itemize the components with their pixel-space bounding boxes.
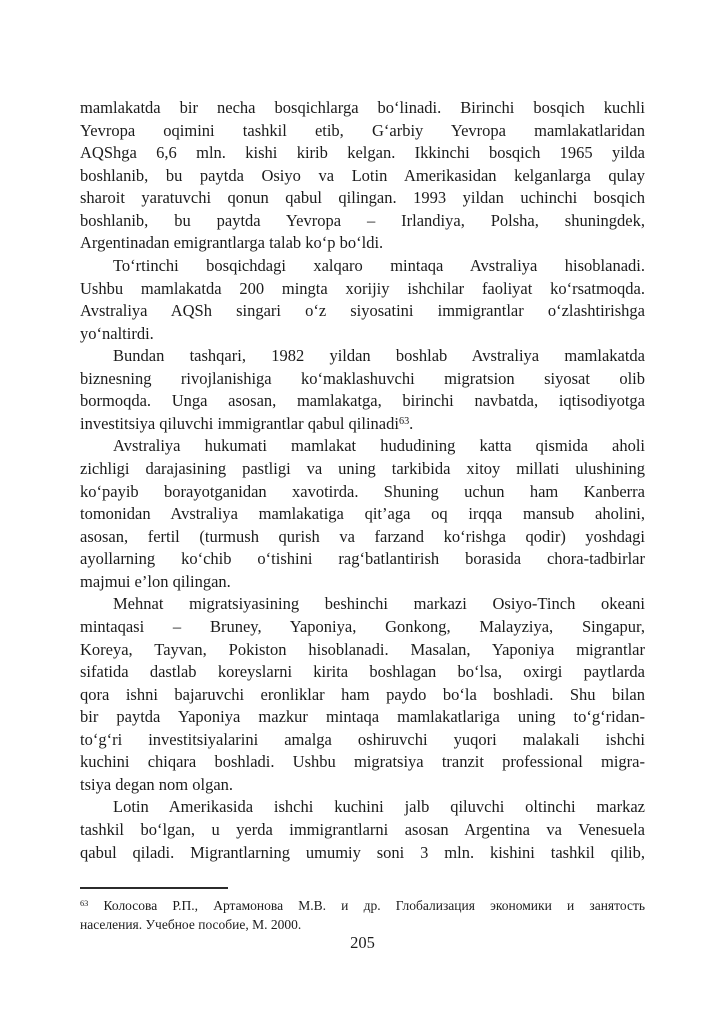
footnote-separator bbox=[80, 887, 228, 889]
text-line: zichligi darajasining pastligi va uning tarkibida xitoy millati ulushining bbox=[80, 459, 645, 478]
text-line: ayollarning koʻchib oʻtishini ragʻbatlantirish borasida chora-tadbirlar bbox=[80, 549, 645, 569]
paragraph bbox=[80, 593, 645, 796]
footnote-section bbox=[80, 887, 645, 934]
paragraph bbox=[80, 255, 645, 345]
text-line: tashkil boʻlgan, u yerda immigrantlarni asosan Argentina va Venesuela bbox=[80, 820, 645, 839]
footnote-line: населения. Учебное пособие, М. 2000. bbox=[80, 916, 302, 932]
text-line: bir paytda Yaponiya mazkur mintaqa mamlakatlariga uning toʻgʻridan- bbox=[80, 707, 645, 727]
footnote-text bbox=[80, 897, 645, 934]
text-line: AQShga 6,6 mln. kishi kirib kelgan. Ikkinchi bosqich 1965 yilda bbox=[80, 143, 645, 163]
text-line: Argentinadan emigrantlarga talab koʻp boʻldi. bbox=[80, 233, 384, 253]
text-line: qabul qiladi. Migrantlarning umumiy soni 3 mln. kishini tashkil qilib, bbox=[80, 842, 645, 862]
text-line: sifatida dastlab koreyslarni kirita boshlagan boʻlsa, oxirgi paytlarda bbox=[80, 662, 645, 682]
text-line: asosan, fertil (turmush qurish va farzand koʻrishga qodir) yoshdagi bbox=[80, 526, 645, 546]
text-line: Avstraliya hukumati mamlakat hududining katta qismida aholi bbox=[113, 436, 645, 456]
text-line: kuchini chiqara boshladi. Ushbu migratsiya tranzit professional migra- bbox=[80, 752, 645, 772]
text-line: mintaqasi – Bruney, Yaponiya, Gonkong, Malayziya, Singapur, bbox=[80, 616, 645, 636]
paragraph bbox=[80, 435, 645, 593]
footnote-line: $^{63}$ Колосова Р.П., Артамонова М.В. и др. Глобализация экономики и занятость bbox=[80, 898, 645, 913]
text-line: Avstraliya AQSh singari oʻz siyosatini immigrantlar oʻzlashtirishga bbox=[80, 301, 645, 321]
paragraph bbox=[80, 345, 645, 435]
text-line: koʻpayib borayotganidan xavotirda. Shuning uchun ham Kanberra bbox=[80, 481, 645, 501]
text-line: sharoit yaratuvchi qonun qabul qilingan. 1993 yildan uchinchi bosqich bbox=[80, 188, 645, 208]
paragraph bbox=[80, 796, 645, 864]
text-line: biznesning rivojlanishiga koʻmaklashuvchi migratsion siyosat olib bbox=[80, 368, 645, 388]
paragraph bbox=[80, 97, 645, 255]
text-line: yoʻnaltirdi. bbox=[80, 323, 154, 343]
text-line: boshlanib, bu paytda Yevropa – Irlandiya, Polsha, shuningdek, bbox=[80, 210, 645, 230]
text-line: Mehnat migratsiyasining beshinchi markazi Osiyo-Tinch okeani bbox=[113, 594, 645, 614]
text-line: Bundan tashqari, 1982 yildan boshlab Avstraliya mamlakatda bbox=[113, 346, 645, 366]
text-line: Koreya, Tayvan, Pokiston hisoblanadi. Masalan, Yaponiya migrantlar bbox=[80, 639, 645, 659]
text-line: Lotin Amerikasida ishchi kuchini jalb qiluvchi oltinchi markaz bbox=[113, 797, 645, 817]
text-line: boshlanib, bu paytda Osiyo va Lotin Amerikasidan kelganlarga qulay bbox=[80, 165, 645, 185]
text-line: Toʻrtinchi bosqichdagi xalqaro mintaqa Avstraliya hisoblanadi. bbox=[113, 255, 645, 275]
footnote-reference: 63 bbox=[80, 899, 89, 909]
text-line: investitsiya qiluvchi immigrantlar qabul qilinadi$^{63}$. bbox=[80, 413, 414, 433]
text-line: mamlakatda bir necha bosqichlarga boʻlinadi. Birinchi bosqich kuchli bbox=[80, 98, 645, 117]
body-text bbox=[80, 97, 645, 864]
text-line: bormoqda. Unga asosan, mamlakatga, birinchi navbatda, iqtisodiyotga bbox=[80, 391, 645, 411]
text-line: Yevropa oqimini tashkil etib, Gʻarbiy Yevropa mamlakatlaridan bbox=[80, 120, 645, 140]
text-line: majmui e’lon qilingan. bbox=[80, 571, 231, 591]
text-line: tomonidan Avstraliya mamlakatiga qit’aga oq irqqa mansub aholini, bbox=[80, 504, 645, 524]
footnote-reference: 63 bbox=[398, 416, 410, 428]
page-number: 205 bbox=[350, 933, 375, 952]
text-line: qora ishni bajaruvchi eronliklar ham paydo boʻla boshladi. Shu bilan bbox=[80, 684, 645, 704]
text-line: Ushbu mamlakatda 200 mingta xorijiy ishchilar faoliyat koʻrsatmoqda. bbox=[80, 278, 645, 298]
text-line: tsiya degan nom olgan. bbox=[80, 774, 234, 794]
text-line: toʻgʻri investitsiyalarini amalga oshiruvchi yuqori malakali ishchi bbox=[80, 729, 645, 749]
